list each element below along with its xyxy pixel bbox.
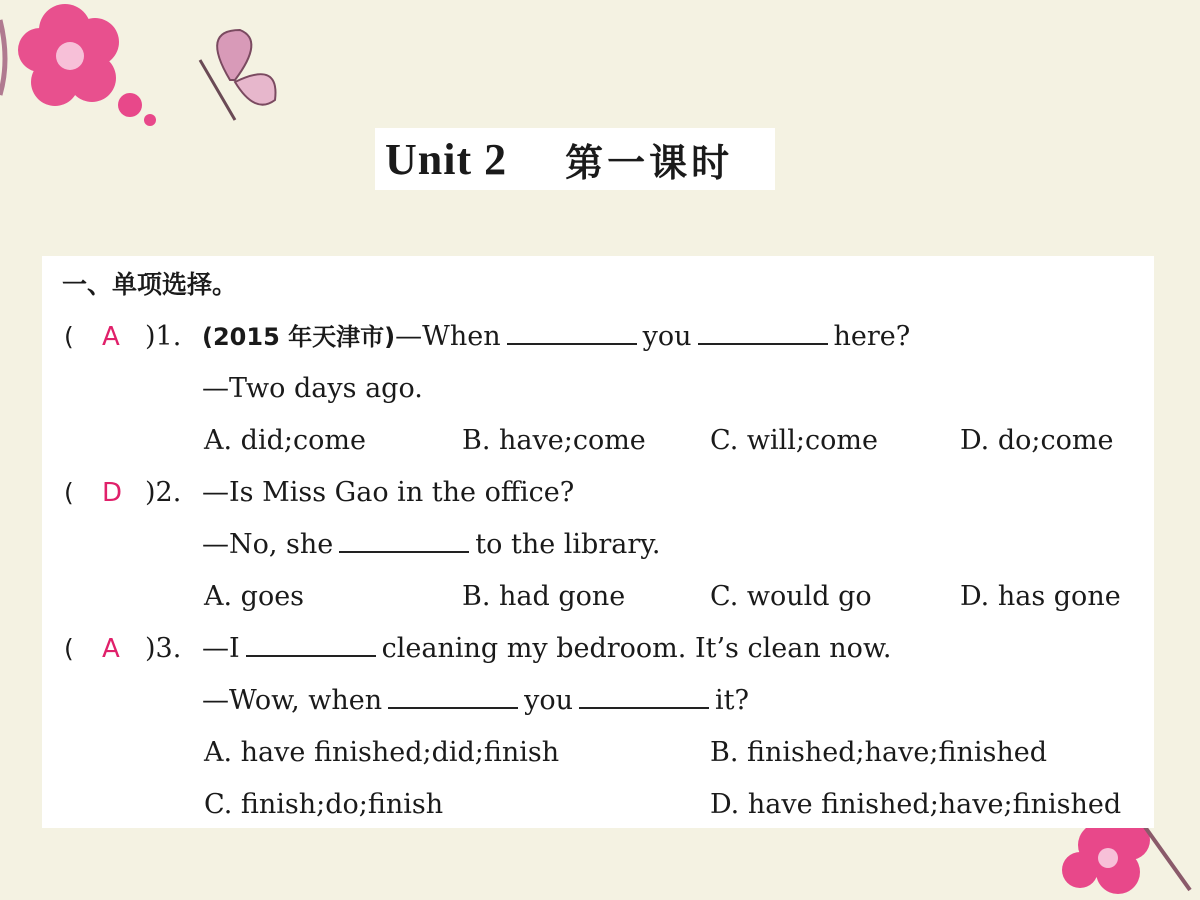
exercise-panel bbox=[42, 256, 1154, 828]
answer-blank bbox=[246, 633, 376, 657]
paren-open: ( bbox=[64, 478, 74, 507]
answer-mark: D bbox=[102, 478, 123, 508]
option-a: A. did;come bbox=[204, 425, 366, 456]
butterfly-icon bbox=[180, 20, 290, 130]
option-b: B. had gone bbox=[462, 581, 626, 612]
option-a: A. have finished;did;finish bbox=[204, 737, 560, 768]
option-b: B. have;come bbox=[462, 425, 646, 456]
answer-mark: A bbox=[102, 634, 120, 664]
question-stem: (2015 年天津市)—When you here? bbox=[202, 321, 911, 352]
option-c: C. will;come bbox=[710, 425, 878, 456]
answer-blank bbox=[339, 529, 469, 553]
page-title bbox=[375, 128, 775, 190]
option-a: A. goes bbox=[204, 581, 305, 612]
question-reply: —Wow, when you it? bbox=[202, 685, 749, 716]
question-reply: —No, she to the library. bbox=[202, 529, 661, 560]
option-b: B. finished;have;finished bbox=[710, 737, 1047, 768]
paren-open: ( bbox=[64, 634, 74, 663]
unit-label: Unit 2 bbox=[385, 134, 508, 184]
option-d: D. has gone bbox=[960, 581, 1121, 612]
answer-blank bbox=[388, 685, 518, 709]
option-d: D. have finished;have;finished bbox=[710, 789, 1122, 820]
question-number: )2. bbox=[145, 477, 182, 508]
question-source: (2015 年天津市) bbox=[202, 323, 396, 351]
option-c: C. would go bbox=[710, 581, 872, 612]
answer-blank bbox=[579, 685, 709, 709]
section-heading: 一、单项选择。 bbox=[62, 270, 238, 299]
option-d: D. do;come bbox=[960, 425, 1114, 456]
question-number: )1. bbox=[145, 321, 182, 352]
question-reply: —Two days ago. bbox=[202, 373, 423, 404]
question-stem: —I cleaning my bedroom. It’s clean now. bbox=[202, 633, 892, 664]
question-stem: —Is Miss Gao in the office? bbox=[202, 477, 575, 508]
lesson-label: 第一课时 bbox=[565, 140, 734, 185]
answer-mark: A bbox=[102, 322, 120, 352]
question-number: )3. bbox=[145, 633, 182, 664]
option-c: C. finish;do;finish bbox=[204, 789, 444, 820]
answer-blank bbox=[698, 321, 828, 345]
answer-blank bbox=[507, 321, 637, 345]
paren-open: ( bbox=[64, 322, 74, 351]
